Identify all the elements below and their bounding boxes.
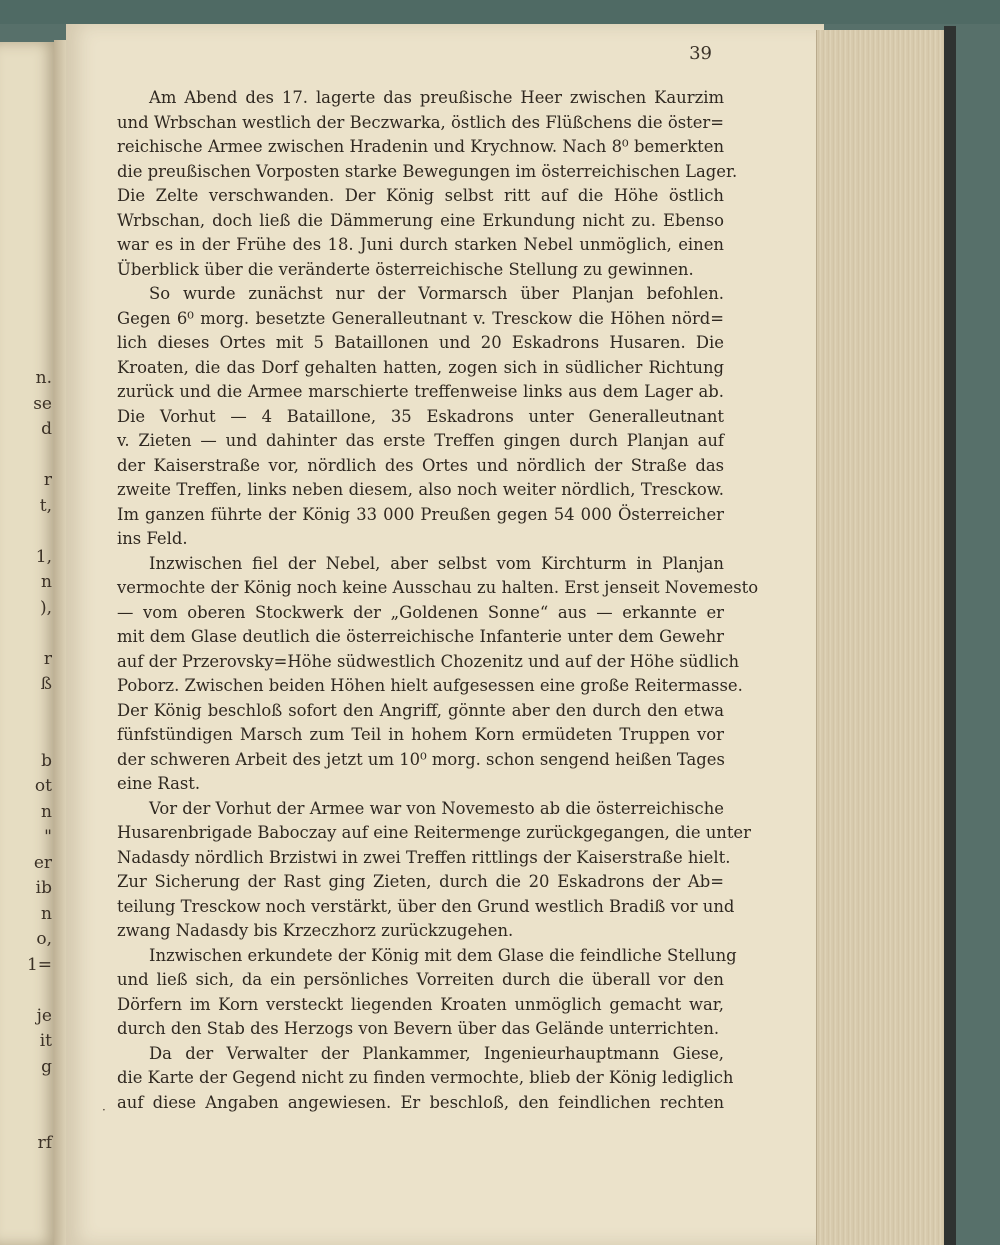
left-page-fragment: ot: [34, 776, 52, 796]
text-line: lich dieses Ortes mit 5 Bataillonen und 20 Eskadrons Husaren. Die: [117, 333, 724, 352]
left-page-fragment: [22, 978, 52, 1004]
left-page-fragment: se: [33, 393, 52, 414]
left-page-fragment: [22, 698, 52, 724]
paragraph: [117, 797, 751, 944]
text-line: war es in der Frühe des 18. Juni durch starken Nebel unmöglich, einen: [117, 235, 724, 254]
left-page-fragment: n: [41, 801, 52, 822]
left-page-fragment: er: [33, 852, 52, 873]
left-page-fragment: t,: [39, 495, 52, 516]
margin-dot: ·: [102, 1103, 106, 1117]
text-line: durch den Stab des Herzogs von Bevern über das Gelände unterrichten.: [117, 1019, 720, 1038]
left-page-fragment: n.: [35, 368, 52, 388]
text-line: der Kaiserstraße vor, nördlich des Ortes und nördlich der Straße das: [117, 455, 724, 475]
text-line: die preußischen Vorposten starke Bewegungen im österreichischen Lager.: [117, 161, 738, 181]
left-page-fragment: n: [41, 903, 52, 924]
text-line: die Karte der Gegend nicht zu finden vermochte, blieb der König lediglich: [117, 1068, 734, 1087]
text-line: Im ganzen führte der König 33 000 Preußen gegen 54 000 Österreicher: [117, 504, 724, 524]
left-page-fragment: 1=: [26, 954, 52, 975]
text-line: eine Rast.: [117, 774, 201, 793]
left-page-fragment: d: [41, 419, 52, 439]
text-line: und ließ sich, da ein persönliches Vorreiten durch die überall vor den: [117, 970, 724, 989]
left-page-fragment: ),: [39, 597, 52, 618]
text-line: reichische Armee zwischen Hradenin und Krychnow. Nach 8⁰ bemerkten: [117, 137, 724, 156]
page-text: [117, 86, 759, 1115]
left-page-fragment: [22, 1080, 52, 1106]
text-line: Poborz. Zwischen beiden Höhen hielt aufgesessen eine große Reitermasse.: [117, 676, 743, 695]
text-line: fünfstündigen Marsch zum Teil in hohem Korn ermüdeten Truppen vor: [117, 725, 724, 744]
paragraph: [117, 282, 724, 552]
left-page-fragment: ": [44, 827, 52, 847]
text-line: mit dem Glase deutlich die österreichische Infanterie unter dem Gewehr: [117, 627, 724, 646]
text-line: Kroaten, die das Dorf gehalten hatten, zogen sich in südlicher Richtung: [117, 357, 724, 377]
left-page-fragment: [22, 723, 52, 749]
text-line: auf diese Angaben angewiesen. Er beschloß, den feindlichen rechten: [117, 1092, 724, 1112]
text-line: v. Zieten — und dahinter das erste Treffen gingen durch Planjan auf: [117, 431, 724, 450]
text-line: Überblick über die veränderte österreichische Stellung zu gewinnen.: [117, 259, 694, 279]
text-line: Am Abend des 17. lagerte das preußische Heer zwischen Kaurzim: [149, 88, 724, 107]
text-line: Der König beschloß sofort den Angriff, gönnte aber den durch den etwa: [117, 700, 724, 720]
left-page-fragment: [22, 1106, 52, 1132]
text-line: und Wrbschan westlich der Beczwarka, östlich des Flüßchens die öster=: [117, 112, 724, 132]
page-number: 39: [689, 43, 712, 64]
paragraph: [117, 1042, 734, 1116]
left-page-fragment: [22, 519, 52, 545]
text-line: der schweren Arbeit des jetzt um 10⁰ morg. schon sengend heißen Tages: [117, 749, 725, 769]
left-page-fragment: g: [41, 1056, 52, 1077]
text-line: zweite Treffen, links neben diesem, also noch weiter nördlich, Tresckow.: [117, 480, 724, 499]
text-line: vermochte der König noch keine Ausschau zu halten. Erst jenseit Novemesto: [117, 578, 759, 597]
text-line: So wurde zunächst nur der Vormarsch über Planjan befohlen.: [149, 284, 724, 303]
left-page-fragment: it: [39, 1031, 52, 1051]
text-line: teilung Tresckow noch verstärkt, über den Grund westlich Bradiß vor und: [117, 896, 735, 916]
text-line: zwang Nadasdy bis Krzeczhorz zurückzugehen.: [117, 921, 514, 940]
left-page-fragment: rf: [37, 1133, 52, 1153]
left-page-fragment: 1,: [35, 546, 52, 567]
left-page-fragment: n: [41, 572, 52, 592]
text-line: Nadasdy nördlich Brzistwi in zwei Treffen rittlings der Kaiserstraße hielt.: [117, 847, 731, 867]
paragraph: [117, 944, 737, 1042]
text-line: Wrbschan, doch ließ die Dämmerung eine Erkundung nicht zu. Ebenso: [117, 210, 724, 230]
paragraph: [117, 86, 738, 282]
text-line: zurück und die Armee marschierte treffenweise links aus dem Lager ab.: [117, 382, 724, 401]
book-cover-top: [0, 0, 1000, 24]
left-page-text-fragments: [22, 366, 52, 1157]
text-line: — vom oberen Stockwerk der „Goldenen Sonne“ aus — erkannte er: [117, 602, 724, 622]
text-line: Inzwischen fiel der Nebel, aber selbst vom Kirchturm in Planjan: [149, 553, 724, 573]
left-page-fragment: r: [43, 470, 52, 490]
text-line: Husarenbrigade Baboczay auf eine Reitermenge zurückgegangen, die unter: [117, 823, 751, 842]
left-page-fragment: ib: [35, 878, 52, 898]
text-line: Zur Sicherung der Rast ging Zieten, durch die 20 Eskadrons der Ab=: [117, 872, 724, 891]
text-line: auf der Przerovsky=Höhe südwestlich Chozenitz und auf der Höhe südlich: [117, 651, 740, 671]
text-line: Die Vorhut — 4 Bataillone, 35 Eskadrons unter Generalleutnant: [117, 406, 724, 426]
left-page-fragment: b: [41, 750, 52, 771]
text-line: Die Zelte verschwanden. Der König selbst ritt auf die Höhe östlich: [117, 186, 724, 205]
page-edges: [816, 30, 945, 1245]
left-page-fragment: je: [36, 1005, 52, 1026]
left-page: [0, 42, 58, 1245]
text-line: Vor der Vorhut der Armee war von Novemesto ab die österreichische: [149, 798, 724, 818]
book-cover-edge: [944, 26, 956, 1245]
text-line: Inzwischen erkundete der König mit dem Glase die feindliche Stellung: [149, 945, 737, 965]
text-line: Da der Verwalter der Plankammer, Ingenieurhauptmann Giese,: [149, 1043, 724, 1063]
left-page-fragment: o,: [36, 929, 52, 949]
paragraph: [117, 552, 759, 797]
left-page-fragment: [22, 621, 52, 647]
text-line: Gegen 6⁰ morg. besetzte Generalleutnant v. Tresckow die Höhen nörd=: [117, 308, 724, 328]
left-page-fragment: ß: [40, 674, 52, 694]
text-line: ins Feld.: [117, 529, 188, 548]
left-page-fragment: [22, 443, 52, 469]
text-line: Dörfern im Korn versteckt liegenden Kroaten unmöglich gemacht war,: [117, 994, 724, 1014]
left-page-fragment: r: [43, 648, 52, 669]
